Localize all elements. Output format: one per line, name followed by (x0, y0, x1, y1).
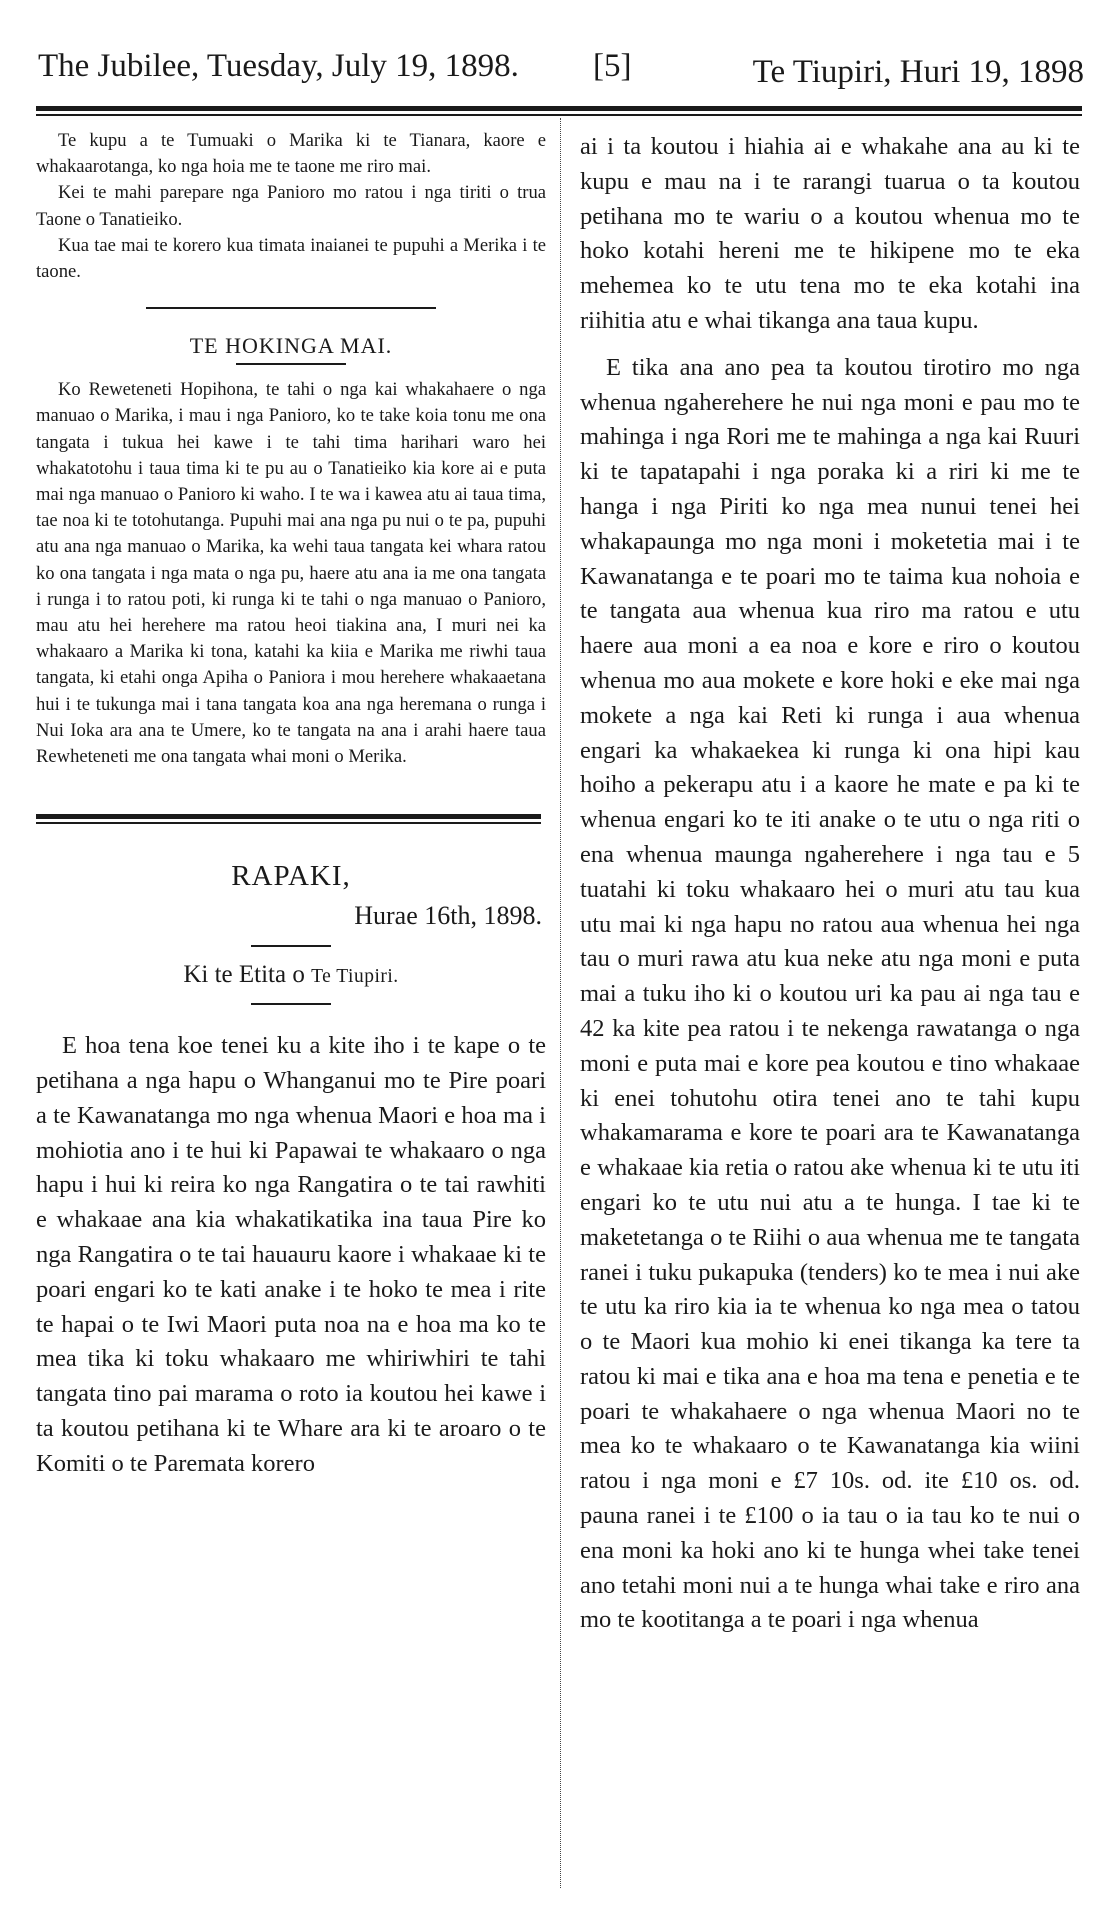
news-item: Kua tae mai te korero kua timata inaianei te pupuhi a Merika i te taone. (36, 234, 546, 283)
header-left-title: The Jubilee, Tuesday, July 19, 1898. (38, 48, 519, 84)
letter-date: Hurae 16th, 1898. (354, 901, 542, 931)
letter-title: RAPAKI, (231, 860, 351, 893)
article-body: Ko Reweteneti Hopihona, te tahi o nga kai whakahaere o nga manuao o Marika, i mau i nga Panioro, ko te take koia tonu me ona tangata i tukua hei kawe i te tahi tima harihari waro hei whakatotohu i taua tima ki te pu au o Tanatieiko kia kore ai e puta mai nga manuao o Panioro ki waho. I te wa i kawea atu ai taua tima, tae noa ki te totohutanga. Pupuhi mai ana nga pu nui o te pa, pupuhi atu ana nga manuao o Marika, ka wehi taua tangata kei whara ratou ko ona tangata i nga mata o nga pu, haere atu ana ia me ona tangata i runga i to ratou poti, ki runga ki te tahi o nga manuao o Panioro, mau atu hei herehere ma ratou heoi tiakina ana, I muri nei ka whakaaro a Marika ki tona, katahi ka kiia e Marika me riwhi taua tangata, ki etahi onga Apiha o Paniora i mou herehere whakaaetana hui i te tukunga mai i tana tangata koa ana nga heremana o runga i Nui Ioka ara ana te Umere, ko te tangata na ana i arahi haere taua Rewheteneti me ona tangata whai moni o Merika. (36, 379, 546, 768)
article-end-rule (36, 814, 541, 824)
page-number: [5] (593, 48, 632, 84)
left-column (36, 128, 546, 1482)
newspaper-name: Te Tiupiri. (311, 966, 399, 988)
right-column (580, 130, 1080, 1638)
salutation-divider (251, 1003, 331, 1005)
section-heading: TE HOKINGA MAI. (189, 333, 393, 359)
news-item: Kei te mahi parepare nga Panioro mo ratou i nga tiriti o trua Taone o Tanatieiko. (36, 182, 546, 230)
header-rule-thin (36, 114, 1082, 116)
heading-underline (236, 363, 346, 365)
letter-paragraph: E tika ana ano pea ta koutou tirotiro mo nga whenua ngaherehere he nui nga moni e pau mo te mahinga i nga Rori me te mahinga a nga kai Ruuri ki te tapatapahi i nga poraka ki a riri ki me te hanga i nga Piriti ko nga mea nunui tenei hei whakapaunga mo nga moni i moketetia mai i te Kawanatanga e te poari mo te taima kua nohoia e te tangata aua whenua kua riro ma ratou e utu haere aua moni a ea noa e kore e riro o koutou whenua mo aua mokete e kore hoki e eke mai nga mokete a nga kai Reti ki runga i aua whenua engari ka whakaekea ki runga ki ona hipi kau hoiho a pekerapu atu i a kaore he mate e pa ki te whenua engari ko te iti anake o te utu o nga riti o ena whenua maunga ngaherehere i nga tau e 5 tuatahi ki toku whakaaro hei o muri atu tau kua utu mai ki nga hapu no ratou aua whenua hei nga tau o muri rawa atu kua neke atu nga moni e puta mai a tuku iho ki o koutou uri ka pau ai nga tau e 42 ka kite pea ratou i te nekenga rawatanga o nga moni e puta mai e kore pea koutou e tino whakaae ki enei tohutohu otira tenei ano te tahi kupu whakamarama e kore te poari ara te Kawanatanga e whakaae kia retia o ratou ake whenua ki te utu iti engari ko te utu nui atu a te hunga. I tae ki te maketetanga o te Riihi o aua whenua me te tangata ranei i tuku pukapuka (tenders) ko te mea i nui ake te utu ka riro kia ia te whenua ko nga mea o tatou o te Maori kua mohio ki enei tikanga ka tere ta ratou ki mai e tika ana e hoa ma tena e penetia e te poari te whakahaere o nga whenua Maori no te mea ko te whakaaro o te Kawanatanga kia wiini ratou i nga moni e £7 10s. od. ite £10 os. od. pauna ranei i te £100 o ia tau o ia tau ko te nui o ena moni ka hoki ano ki te hunga whei take tenei ano tetahi moni nui a te hunga whai take e riro ana mo te kootitanga a te poari i nga whenua (580, 353, 1080, 1634)
news-items (36, 128, 546, 285)
section-divider (146, 307, 436, 309)
letter-continuation: ai i ta koutou i hiahia ai e whakahe ana au ki te kupu e mau na i te rarangi tuarua o ta koutou petihana mo te wariu o a koutou whenua mo te hoko kotahi hereni me te hikipene mo te eka mehemea ko te utu tena mo te eka kotahi ina riihitia atu e whai tikanga ana taua kupu. (580, 133, 1080, 334)
column-divider (560, 118, 562, 1888)
header-right-title: Te Tiupiri, Huri 19, 1898 (752, 54, 1084, 90)
page-header (38, 48, 1084, 98)
header-rule (36, 106, 1082, 111)
letter-divider (251, 945, 331, 947)
letter-salutation (36, 961, 546, 989)
salutation-text: Ki te Etita o (183, 961, 312, 989)
letter-body: E hoa tena koe tenei ku a kite iho i te kape o te petihana a nga hapu o Whanganui mo te Pire poari a te Kawanatanga mo nga whenua Maori e hoa ma i mohiotia ano i te hui ki Papawai te whakaaro o nga hapu i hui ki reira ko nga Rangatira o te tai rawhiti e whakaae ana kia whakatikatika ina taua Pire ko nga Rangatira o te tai hauauru kaore i whakaae ki te poari engari ko te kati anake i te hoko te mea i rite te hapai o te Iwi Maori puta noa na e hoa ma ko te mea tika ki toku whakaaro me whiriwhiri te tahi tangata tino pai marama o roto ia koutou hei kawe i ta koutou petihana ki te Whare ara ki te aroaro o te Komiti o te Paremata korero (36, 1032, 546, 1477)
news-item: Te kupu a te Tumuaki o Marika ki te Tianara, kaore e whakaarotanga, ko nga hoia me te taone me riro mai. (36, 130, 546, 178)
